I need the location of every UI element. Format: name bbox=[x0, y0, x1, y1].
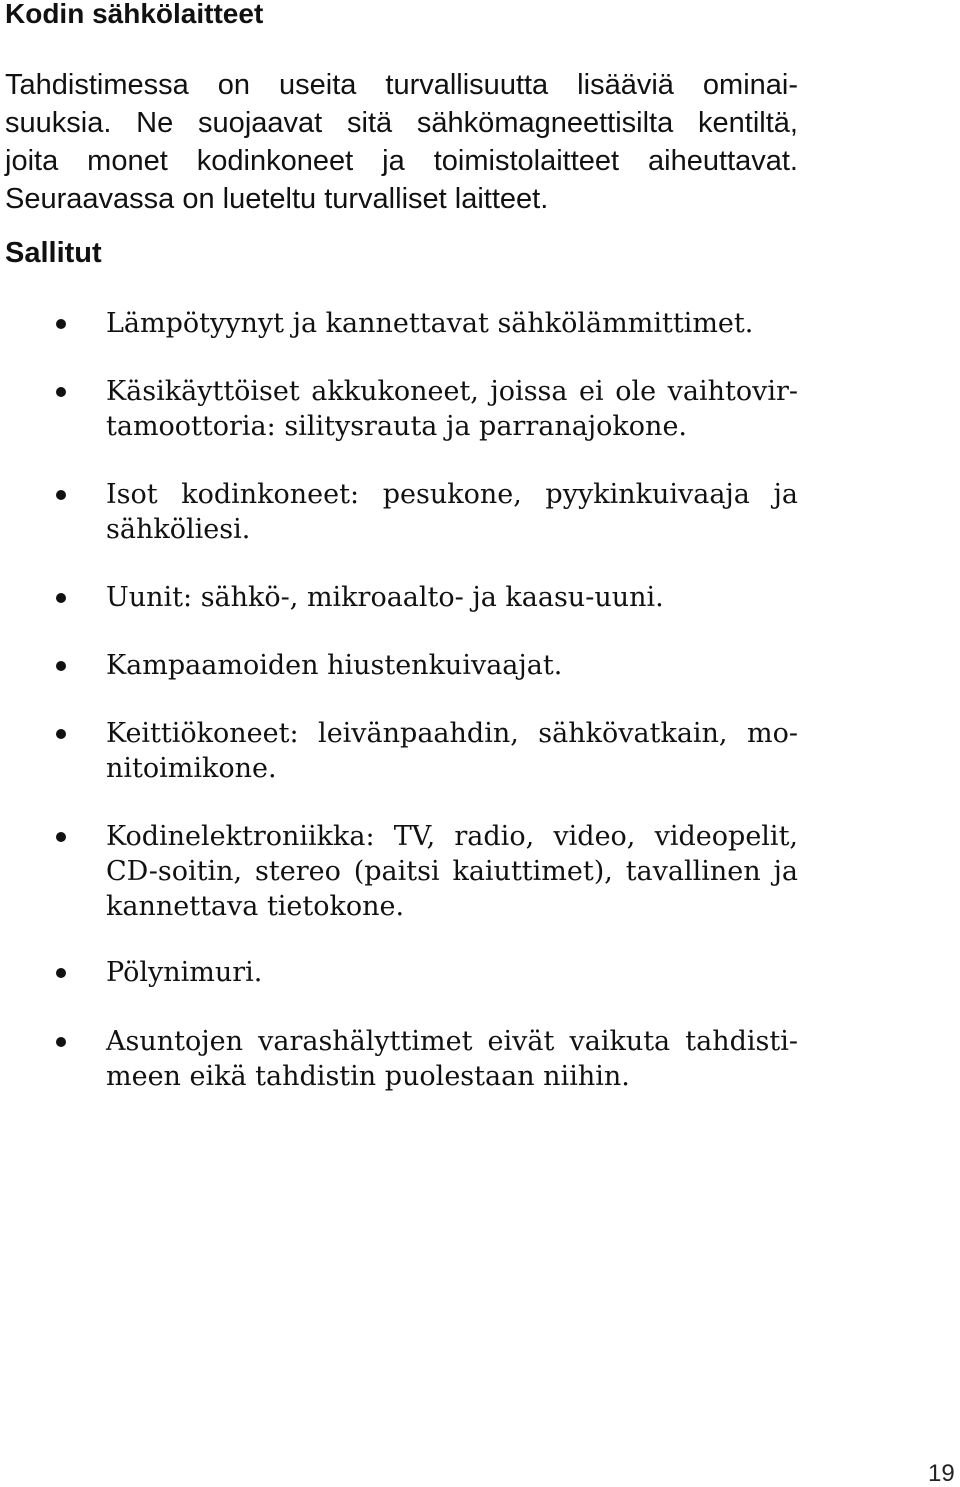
page-number: 19 bbox=[928, 1460, 955, 1487]
list-item-line: kannettava tietokone. bbox=[106, 891, 405, 922]
list-item-line: Kampaamoiden hiustenkuivaajat. bbox=[106, 650, 563, 681]
list-item-line: Lämpötyynyt ja kannettavat sähkölämmittimet. bbox=[106, 308, 754, 339]
list-item-line: CD-soitin, stereo (paitsi kaiuttimet), tavallinen ja bbox=[106, 856, 798, 887]
bullet-icon bbox=[56, 490, 66, 500]
bullet-icon bbox=[56, 593, 66, 603]
bullet-icon bbox=[56, 968, 66, 978]
list-item-text bbox=[106, 819, 798, 924]
bullet-icon bbox=[56, 387, 66, 397]
bullet-icon bbox=[56, 1037, 66, 1047]
list-item-text bbox=[106, 955, 798, 990]
list-item-line: Pölynimuri. bbox=[106, 957, 263, 988]
list-item-text bbox=[106, 374, 798, 444]
section-subheading: Sallitut bbox=[5, 237, 102, 269]
bullet-icon bbox=[56, 729, 66, 739]
intro-paragraph bbox=[5, 66, 798, 218]
list-item-line: tamoottoria: silitysrauta ja parranajokone. bbox=[106, 411, 688, 442]
intro-line: joita monet kodinkoneet ja toimistolaitteet aiheuttavat. bbox=[5, 145, 798, 177]
list-item-line: meen eikä tahdistin puolestaan niihin. bbox=[106, 1061, 630, 1092]
intro-line: suuksia. Ne suojaavat sitä sähkömagneettisilta kentiltä, bbox=[5, 107, 798, 139]
intro-line: Tahdistimessa on useita turvallisuutta lisääviä ominai- bbox=[5, 69, 798, 101]
list-item-text bbox=[106, 648, 798, 683]
list-item-line: Keittiökoneet: leivänpaahdin, sähkövatkain, mo- bbox=[106, 718, 798, 749]
bullet-icon bbox=[56, 661, 66, 671]
list-item-line: nitoimikone. bbox=[106, 753, 277, 784]
bullet-icon bbox=[56, 319, 66, 329]
list-item-text bbox=[106, 580, 798, 615]
list-item-text bbox=[106, 477, 798, 547]
list-item-line: Uunit: sähkö-, mikroaalto- ja kaasu-uuni. bbox=[106, 582, 664, 613]
list-item-text bbox=[106, 716, 798, 786]
list-item-line: Isot kodinkoneet: pesukone, pyykinkuivaaja ja bbox=[106, 479, 798, 510]
page-heading: Kodin sähkölaitteet bbox=[5, 0, 264, 29]
list-item-line: sähköliesi. bbox=[106, 514, 251, 545]
list-item-line: Asuntojen varashälyttimet eivät vaikuta tahdisti- bbox=[106, 1026, 798, 1057]
list-item-text bbox=[106, 306, 798, 341]
list-item-text bbox=[106, 1024, 798, 1094]
list-item-line: Kodinelektroniikka: TV, radio, video, videopelit, bbox=[106, 821, 798, 852]
intro-line: Seuraavassa on lueteltu turvalliset laitteet. bbox=[5, 183, 549, 215]
list-item-line: Käsikäyttöiset akkukoneet, joissa ei ole vaihtovir- bbox=[106, 376, 798, 407]
bullet-icon bbox=[56, 832, 66, 842]
